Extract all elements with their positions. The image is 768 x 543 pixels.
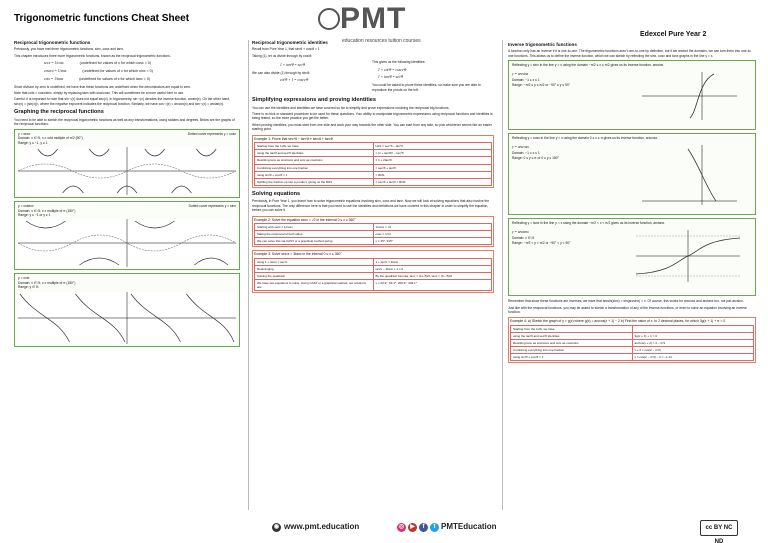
step-working: x = cos(2 − π/3) − 2 = −1.14 <box>632 354 754 361</box>
graph-range: Range: y ≤ −1 or y ≥ 1 <box>18 212 51 217</box>
column-divider <box>248 40 249 510</box>
table-row <box>255 171 492 178</box>
step-description: using the tan²θ and sec²θ identities <box>511 333 633 340</box>
step-description: using sin²θ + cos²θ = 1 <box>255 171 374 178</box>
graph-function: y = arccosx <box>512 144 529 149</box>
step-working: x + 2 = cos(2 − π/3) <box>632 347 754 354</box>
step-description: We have two equations to solve. Using CAST or a graphical method, our solutions are: <box>255 280 374 291</box>
step-description: using sin²θ + cos²θ = 1 <box>511 354 633 361</box>
box-intro: Reflecting y = tanx in the line y = x using the domain −π/2 < x < π/2 gives us its inverse function, arctanx. <box>512 221 666 226</box>
footer <box>0 518 768 543</box>
table-row <box>255 238 492 245</box>
social-handle: PMTEducation <box>441 522 497 531</box>
logo-ring-icon <box>318 8 340 30</box>
table-row <box>511 325 754 332</box>
graph-domain: Domain: x ∈ ℝ, x ≠ multiple of π (180°) <box>18 208 76 213</box>
step-description: Combining everything into one fraction <box>255 164 374 171</box>
globe-icon: ◉ <box>273 523 280 530</box>
paragraph: Since division by zero is undefined, we have that these functions are undefined when the denominators are equal to zero. <box>14 84 192 89</box>
step-description: Starting from the LHS, we have <box>255 143 374 150</box>
graph-function: y = arcsinx <box>512 71 529 76</box>
table-row <box>511 333 754 340</box>
paragraph: Careful: it is important to note that sin⁻¹(x) does not equal sec(x). In trigonometry, sin⁻¹(x) denotes the inverse function, arcsin(x). On the other hand, sin²(x) = (sin(x))², where the negative exponent indicates the reciprocal function. Similarly, we have cos⁻¹(x) = arccos(x) and tan⁻¹(x) = arctan(x). <box>14 97 230 106</box>
table-row <box>511 340 754 347</box>
heading-reciprocal: Reciprocal trigonometric functions <box>14 40 91 45</box>
identity-tan-sec: 1 + tan²θ = sec²θ <box>280 63 306 68</box>
example-title: Example 3: Solve sec²x = 3tanx in the interval 0 ≤ x ≤ 360° <box>254 252 342 257</box>
graph-box-sec <box>14 129 240 198</box>
example-table <box>254 258 492 291</box>
graph-function: y = arctanx <box>512 229 529 234</box>
paragraph: You need to be able to sketch the reciprocal trigonometric functions as well as any transformations, using radians and degrees. Below are the graphs of the reciprocal functions: <box>14 117 235 127</box>
table-row <box>511 347 754 354</box>
paragraph: This chapter introduces three more trigonometric functions, known as the reciprocal trigonometric functions. <box>14 53 171 58</box>
graph-range: Range: y ≤ −1, y ≥ 1 <box>18 140 48 145</box>
column-3 <box>508 40 756 366</box>
step-working: = RHS <box>373 171 492 178</box>
instagram-icon[interactable]: ◎ <box>398 523 405 530</box>
step-description: Rewriting tanx as sinx/cosx and cotx as cosx/sinx <box>255 157 374 164</box>
step-description: using the tan²θ and sec²θ identities <box>255 150 374 157</box>
step-description: Solving the quadratic <box>255 272 374 279</box>
logo-text: PMT <box>340 2 407 35</box>
twitter-icon[interactable]: t <box>430 523 439 532</box>
youtube-icon[interactable]: ▶ <box>408 523 417 532</box>
graph-range: Range: −π/2 ≤ y ≤ π/2 or −90° ≤ y ≤ 90° <box>512 82 571 87</box>
paragraph: There is no trick or standard procedure to be used for these questions. Your ability to manipulate trigonometric expressions using reciprocal functions and identities is being tested, so the more practice you get the better. <box>252 112 493 121</box>
arctan-graph <box>632 228 742 284</box>
example-4 <box>508 317 756 363</box>
step-working: By the quadratic formula, tanx = (3+√5)/2, tanx = (3−√5)/2 <box>373 272 492 279</box>
cot-graph <box>18 292 236 344</box>
website-link[interactable] <box>272 522 359 533</box>
graph-range: Range: 0 ≤ y ≤ π or 0 ≤ y ≤ 180° <box>512 155 559 160</box>
arcsin-graph <box>632 70 742 122</box>
example-title: Example 1: Prove that sec⁴θ − tan⁴θ ≡ sec²θ + tan²θ <box>254 136 333 141</box>
paragraph: Remember that since these functions are inverses, we have that arcsin(sinx) = sin(arcsinx) = x. Of course, this works for arccosx and arctanx too, not just arcsinx. <box>508 299 744 304</box>
step-working: tan²x − 3tanx + 1 = 0 <box>373 265 492 272</box>
table-row <box>255 265 492 272</box>
identity-summary: 1 + tan²θ = sec²θ <box>378 75 404 80</box>
step-working: 3g(x + 1) + π = 0 <box>632 333 754 340</box>
graph-note: Dotted curve represents y = sinx <box>188 204 236 209</box>
step-working: = sec²θ + tan²θ <box>373 164 492 171</box>
paragraph: This gives us the following identities: <box>372 60 426 65</box>
inverse-box-arctan <box>508 218 756 296</box>
step-description: Starting from the LHS, we have <box>511 325 633 332</box>
step-working: = 1 + 2tan²θ <box>373 157 492 164</box>
heading-identities: Reciprocal trigonometric identities <box>252 40 328 45</box>
heading-simplify: Simplifying expressions and proving identities <box>252 97 377 104</box>
step-description: Starting with secx = 1/cosx <box>255 224 374 231</box>
graph-domain: Domain: x ∈ ℝ, x ≠ odd multiple of π/2 (90°) <box>18 136 83 141</box>
step-working: x = 45°, 315° <box>373 238 492 245</box>
example-3 <box>252 250 494 293</box>
table-row <box>255 231 492 238</box>
arccos-graph <box>632 143 742 207</box>
paragraph: When proving identities, you must start from one side and work your way towards the other side. You can start from any side, so pick whichever seems like an easier starting point. <box>252 122 492 132</box>
step-description: Rearranging <box>255 265 374 272</box>
step-description: Splitting the fraction up into a product, giving us the RHS <box>255 178 374 185</box>
heading-graphing: Graphing the reciprocal functions <box>14 109 104 116</box>
step-working: cosx = 1/√2 <box>373 231 492 238</box>
inverse-box-arccos <box>508 133 756 215</box>
paragraph: Previously, in Pure Year 1, you learnt how to solve trigonometric equations involving sinx, cosx and tanx. Now we will look at solving equations that also involve the reciprocal functions. The only difference here is that you need to use the identities and definitions we have covered in this chapter in order to simplify the equation, before you can solve it. <box>252 199 490 213</box>
table-row <box>255 272 492 279</box>
step-description: Rewriting tanx as sinx/cosx and cotx as cosx/sinx <box>511 340 633 347</box>
step-working: x = 20.9°, 69.1°, 200.9°, 249.1° <box>373 280 492 291</box>
cosec-graph <box>18 219 236 267</box>
subject-label: Edexcel Pure Year 2 <box>640 31 707 38</box>
box-intro: Reflecting y = sinx in the line y = x using the domain −π/2 ≤ x ≤ π/2 gives us its inverse function, arcsinx. <box>512 63 665 68</box>
paragraph: Recall from Pure Year 1, that sin²θ + cos²θ = 1 <box>252 47 320 52</box>
example-table <box>254 142 492 185</box>
graph-box-cot <box>14 273 240 346</box>
step-working: 1/cosx = √2 <box>373 224 492 231</box>
facebook-icon[interactable]: f <box>419 523 428 532</box>
step-working: = (1 + tan²θ)² − tan⁴θ <box>373 150 492 157</box>
example-title: Example 2: Solve the equation secx = √2 in the interval 0 ≤ x ≤ 360° <box>254 217 356 222</box>
graph-note: Dotted curve represents y = cosx <box>187 131 236 136</box>
example-title: Example 4: a) Sketch the graph of y = g(x) where g(x) = arccos(x + 1) − 2 b) Find the value of x, to 2 decimal places, for which 3g(x + 1) + π = 0 <box>510 319 726 324</box>
identity-summary: 1 + cot²θ = cosec²θ <box>378 67 407 72</box>
equation-cot: cotx = 1/tanx (undefined for values of x for which tanx = 0) <box>44 76 151 81</box>
table-row <box>255 164 492 171</box>
sec-graph <box>18 147 236 195</box>
column-2 <box>252 38 494 296</box>
step-working: arccos(x + 2) = 2 − π/3 <box>632 340 754 347</box>
graph-domain: Domain: x ∈ ℝ, x ≠ multiple of π (180°) <box>18 280 76 285</box>
column-1 <box>14 38 240 350</box>
equation-cosec: cosecx = 1/sinx (undefined for values of x for which sinx = 0) <box>44 68 153 73</box>
heading-solving: Solving equations <box>252 190 301 197</box>
paragraph: Previously, you have met three trigonometric functions, sinx, cosx and tanx. <box>14 47 124 52</box>
table-row <box>255 150 492 157</box>
graph-range: Range: −π/2 < y < π/2 or −90° < y < 90° <box>512 240 571 245</box>
paragraph: We can also divide (1) through by sin²θ: <box>252 70 311 75</box>
heading-inverse: Inverse trigonometric functions <box>508 42 577 47</box>
box-intro: Reflecting y = cosx in the line y = x using the domain 0 ≤ x ≤ π gives us its inverse function, arccosx. <box>512 136 659 141</box>
step-working: LHS = sec⁴θ − tan⁴θ <box>373 143 492 150</box>
paragraph: A function only has an inverse if it is one-to-one. The trigonometric functions aren't one-to-one by definition, but if we restrict the domains, we can turn them into one-to-one functions. This allows us to define the inverse function, which we can sketch by reflecting the sinx, cosx and tanx graphs in the line y = x. <box>508 49 752 58</box>
graph-function: y = cosecx <box>18 204 34 209</box>
graph-domain: Domain: −1 ≤ x ≤ 1 <box>512 151 540 156</box>
website-text: www.pmt.education <box>284 522 360 531</box>
example-table <box>254 223 492 245</box>
example-1 <box>252 135 494 188</box>
graph-box-cosec <box>14 201 240 270</box>
graph-domain: Domain: x ∈ ℝ <box>512 236 535 241</box>
license-badge: cc BY NC ND <box>700 520 738 536</box>
column-divider <box>502 40 503 510</box>
table-row <box>255 224 492 231</box>
page-title: Trigonometric functions Cheat Sheet <box>14 13 190 24</box>
equation-sec: secx = 1/cosx (undefined for values of x for which cosx = 0) <box>44 61 152 66</box>
table-row <box>255 258 492 265</box>
graph-range: Range: y ∈ ℝ <box>18 285 39 290</box>
table-row <box>255 178 492 185</box>
logo-tagline: education resources tuition courses <box>342 38 421 44</box>
table-row <box>511 354 754 361</box>
inverse-box-arcsin <box>508 60 756 130</box>
social-links[interactable] <box>397 522 497 533</box>
table-row <box>255 157 492 164</box>
identity-cot-cosec: cot²θ + 1 = cosec²θ <box>280 78 309 83</box>
table-row <box>255 143 492 150</box>
step-working <box>632 325 754 332</box>
example-2 <box>252 216 494 248</box>
graph-function: y = secx <box>18 131 31 136</box>
step-working: 1 + tan²x = 3tanx <box>373 258 492 265</box>
paragraph: Taking (1), let us divide through by cos²θ: <box>252 53 313 58</box>
table-row <box>255 280 492 291</box>
paragraph: You can use the identities and identities we have covered so far to simplify and prove expressions involving the reciprocal trig functions. <box>252 105 450 110</box>
paragraph: You could be asked to prove these identities, so make sure you are able to reproduce the proofs on the left. <box>372 83 481 92</box>
step-description: We can solve this via CAST or a graphical method giving <box>255 238 374 245</box>
step-description: Taking the reciprocal of both sides <box>255 231 374 238</box>
example-table <box>510 325 754 361</box>
paragraph: Note that cotx = cosx/sinx, simply by replacing tanx with sinx/cosx. This will sometimes be a more useful form to use. <box>14 91 185 96</box>
step-description: using 1 + tan²x = sec²x <box>255 258 374 265</box>
graph-function: y = cotx <box>18 276 30 281</box>
paragraph: Just like with the reciprocal functions, you may be asked to sketch a transformation of any of the inverse functions, or even to solve an equation involving an inverse function. <box>508 305 747 314</box>
step-description: Combining everything into one fraction <box>511 347 633 354</box>
graph-domain: Domain: −1 ≤ x ≤ 1 <box>512 78 540 83</box>
step-working: = sec²θ + tan²θ = RHS <box>373 178 492 185</box>
